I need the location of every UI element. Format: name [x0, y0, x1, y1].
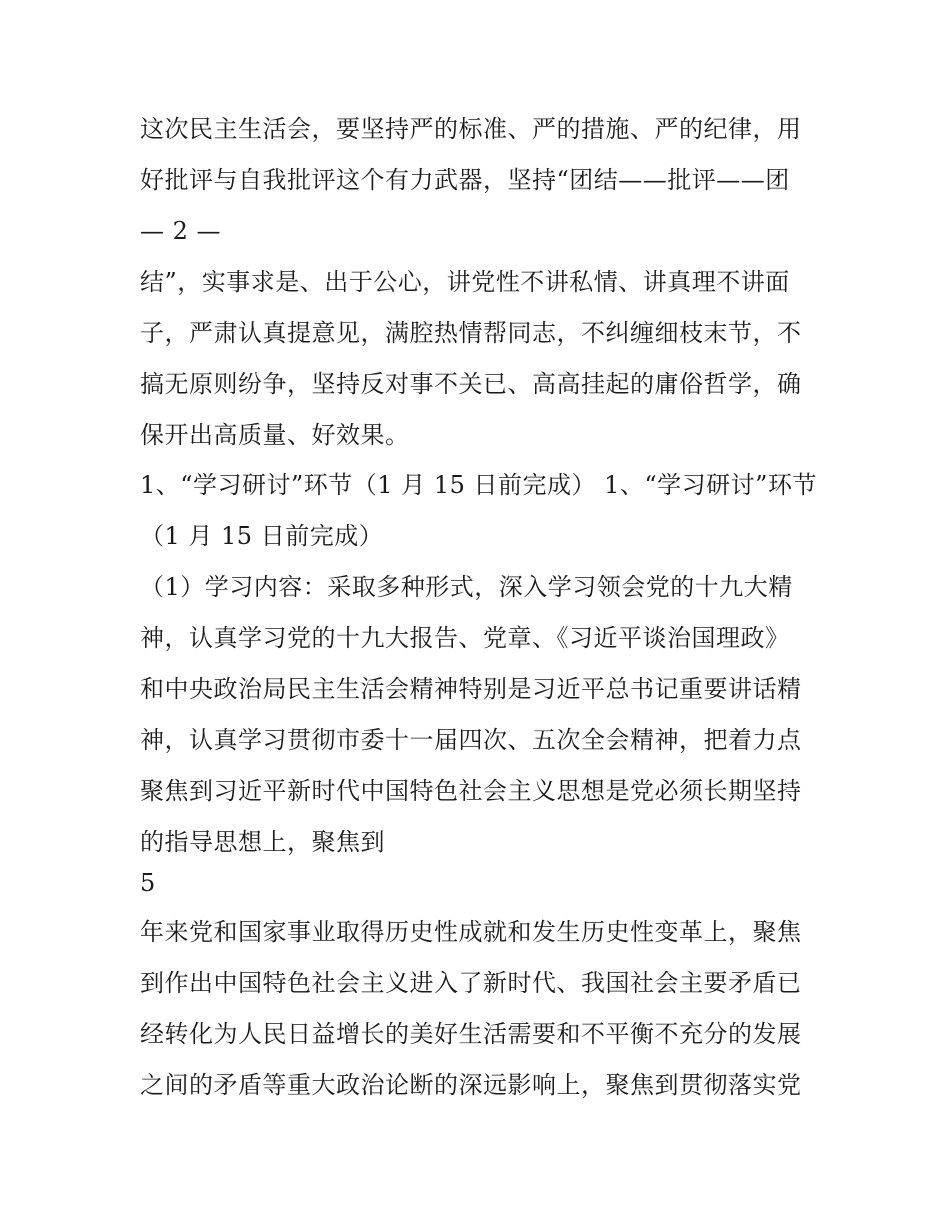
paragraph-line: 这次民主生活会，要坚持严的标准、严的措施、严的纪律，用: [140, 115, 802, 143]
paragraph-line: （1）学习内容：采取多种形式，深入学习领会党的十九大精: [140, 573, 793, 601]
paragraph-line: 好批评与自我批评这个有力武器，坚持“团结——批评——团: [140, 166, 790, 194]
paragraph-line: 搞无原则纷争，坚持反对事不关已、高高挂起的庸俗哲学，确: [140, 370, 802, 398]
paragraph-line: 到作出中国特色社会主义进入了新时代、我国社会主要矛盾已: [140, 969, 802, 997]
section-heading: 1、“学习研讨”环节（1 月 15 日前完成） 1、“学习研讨”环节: [140, 471, 817, 499]
paragraph-line: 子，严肃认真提意见，满腔热情帮同志，不纠缠细枝末节，不: [140, 319, 802, 347]
section-heading: （1 月 15 日前完成）: [140, 522, 384, 550]
page-number: — 2 —: [140, 217, 222, 245]
paragraph-line: 经转化为人民日益增长的美好生活需要和不平衡不充分的发展: [140, 1020, 802, 1048]
paragraph-line: 保开出高质量、好效果。: [140, 421, 410, 449]
paragraph-line: 神，认真学习党的十九大报告、党章、《习近平谈治国理政》: [140, 624, 790, 652]
paragraph-line: 之间的矛盾等重大政治论断的深远影响上，聚焦到贯彻落实党: [140, 1071, 802, 1099]
paragraph-line: 的指导思想上，聚焦到: [140, 828, 385, 856]
paragraph-line: 和中央政治局民主生活会精神特别是习近平总书记重要讲话精: [140, 675, 802, 703]
paragraph-line: 神，认真学习贯彻市委十一届四次、五次全会精神，把着力点: [140, 726, 802, 754]
paragraph-line: 5: [140, 869, 156, 897]
paragraph-line: 聚焦到习近平新时代中国特色社会主义思想是党必须长期坚持: [140, 777, 802, 805]
paragraph-line: 年来党和国家事业取得历史性成就和发生历史性变革上，聚焦: [140, 918, 802, 946]
paragraph-line: 结”，实事求是、出于公心，讲党性不讲私情、讲真理不讲面: [140, 268, 790, 296]
